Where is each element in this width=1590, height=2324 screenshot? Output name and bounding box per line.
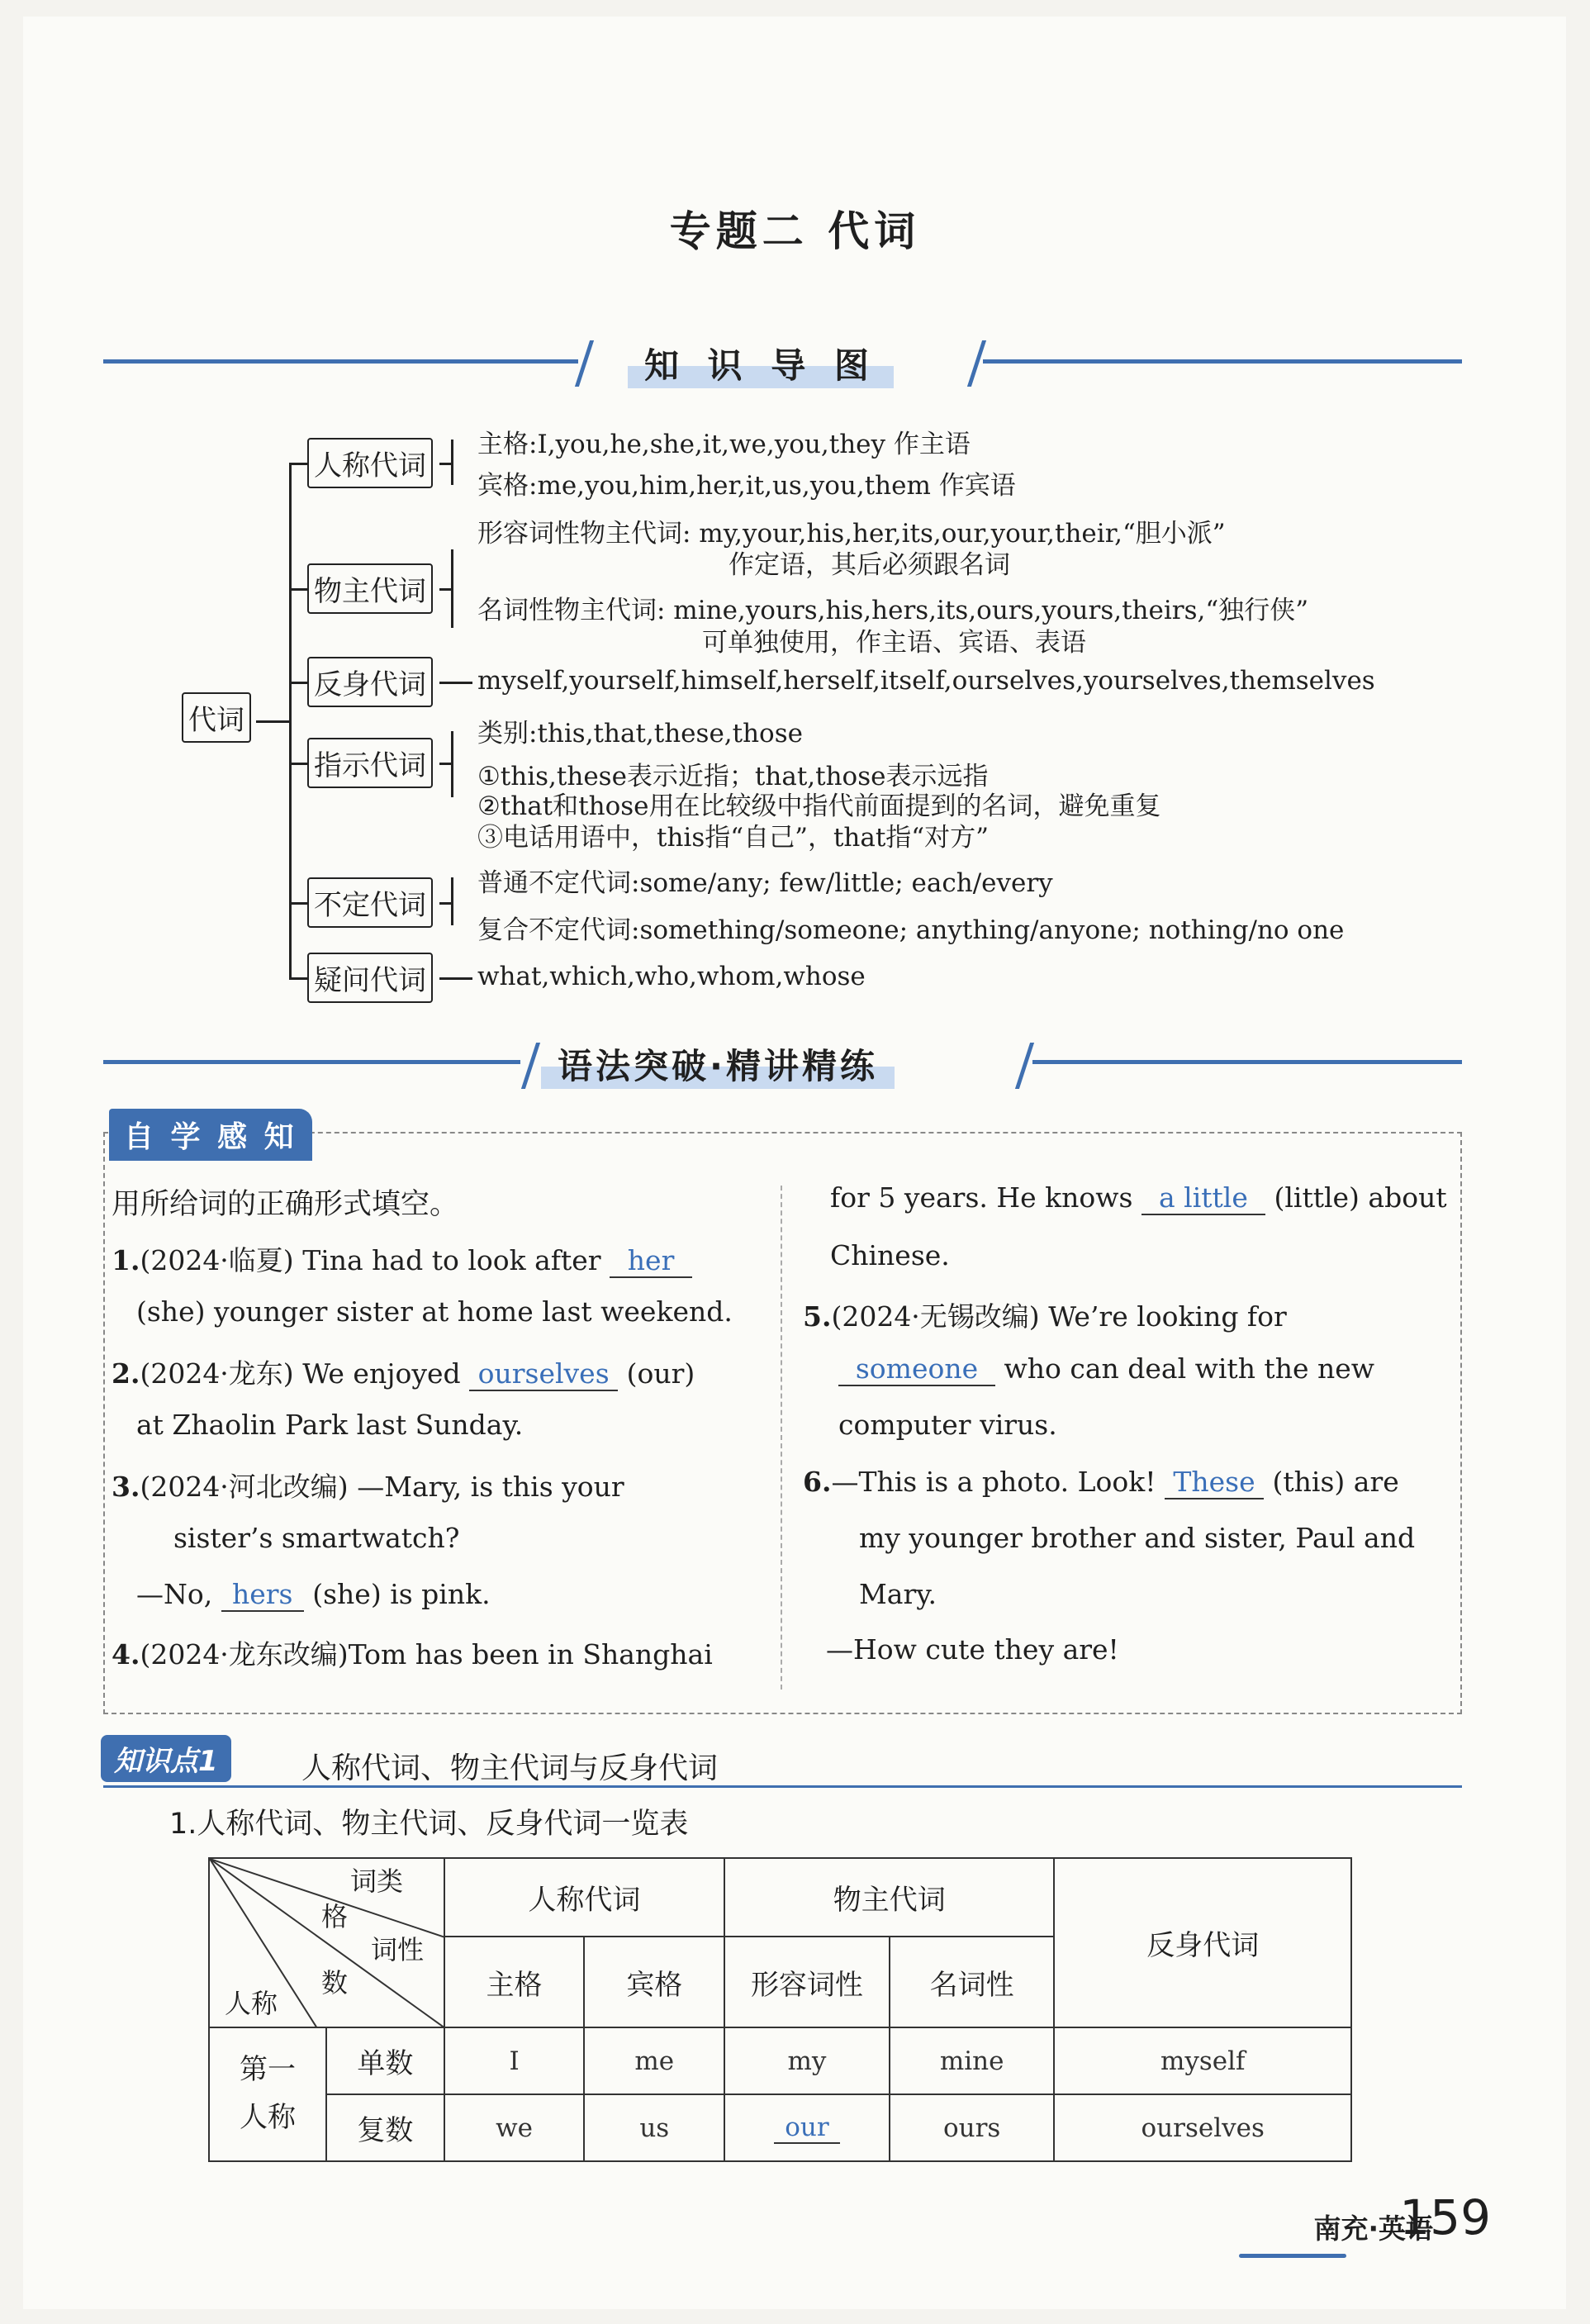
cell-pl-nominal: ours (890, 2094, 1055, 2161)
footer-label: 南充·英语 (1313, 2212, 1433, 2245)
question-6-line4: —How cute they are! (826, 1633, 1119, 1666)
number-singular: 单数 (327, 2028, 444, 2095)
table-corner-header (209, 1858, 444, 2027)
indefinite-common: 普通不定代词:some/any; few/little; each/every (477, 868, 1053, 898)
page-title: 专题二 代词 (669, 207, 921, 255)
cell-pl-reflexive: ourselves (1054, 2094, 1351, 2161)
table-caption: 1.人称代词、物主代词、反身代词一览表 (169, 1808, 689, 1841)
table-row (209, 2027, 1351, 2094)
row-person-first (209, 2027, 444, 2161)
answer-blank[interactable]: ourselves (469, 1357, 618, 1391)
question-5-line2: someone who can deal with the new (838, 1352, 1374, 1386)
question-1: 1.(2024·临夏) Tina had to look after her (112, 1239, 692, 1278)
question-2-line2: at Zhaolin Park last Sunday. (136, 1409, 524, 1441)
question-3-line3: —No, hers (she) is pink. (136, 1578, 491, 1610)
question-6-line3: Mary. (859, 1578, 937, 1610)
question-3-line2: sister’s smartwatch? (173, 1522, 460, 1554)
branch-personal: 人称代词 (307, 438, 433, 488)
indefinite-compound: 复合不定代词:something/someone; anything/anyone; nothing/no one (477, 915, 1345, 945)
branch-reflexive: 反身代词 (307, 657, 433, 707)
question-2: 2.(2024·龙东) We enjoyed ourselves (our) (112, 1357, 695, 1390)
person-label: 第一人称 (240, 2053, 296, 2134)
page-number: 159 (1399, 2189, 1491, 2246)
header-nominative: 主格 (444, 1937, 585, 2027)
banner-line-left (103, 1060, 520, 1064)
header-adjectival: 形容词性 (724, 1937, 890, 2027)
cell-sg-nominal: mine (890, 2027, 1055, 2094)
possessive-adj-2: 作定语，其后必须跟名词 (729, 550, 1010, 580)
possessive-noun-2: 可单独使用，作主语、宾语、表语 (702, 628, 1086, 658)
personal-nominative: 主格:I,you,he,she,it,we,you,they 作主语 (477, 430, 971, 459)
mindmap-root: 代词 (182, 692, 251, 743)
banner-line-left (103, 359, 578, 364)
corner-shu: 数 (321, 1967, 349, 1998)
question-1-line2: (she) younger sister at home last weekend. (136, 1295, 733, 1328)
answer-blank[interactable]: a little (1141, 1181, 1265, 1215)
section-grammar-heading: 语法突破·精讲精练 (541, 1039, 895, 1089)
possessive-noun-1: 名词性物主代词: mine,yours,his,hers,its,ours,yours,theirs,“独行侠” (477, 596, 1309, 625)
pronoun-table (208, 1857, 1352, 2162)
question-5: 5.(2024·无锡改编) We’re looking for (803, 1300, 1287, 1333)
personal-objective: 宾格:me,you,him,her,it,us,you,them 作宾语 (477, 471, 1016, 501)
banner-line-right (983, 359, 1462, 364)
question-4: 4.(2024·龙东改编)Tom has been in Shanghai (112, 1638, 713, 1671)
cell-sg-nominative: I (444, 2027, 585, 2094)
column-divider (781, 1186, 782, 1690)
header-personal: 人称代词 (444, 1858, 724, 1937)
knowledge-point-underline (103, 1785, 1462, 1788)
question-6: 6.—This is a photo. Look! These (this) are (803, 1466, 1399, 1498)
answer-blank[interactable]: These (1165, 1466, 1264, 1499)
answer-blank[interactable]: someone (838, 1352, 995, 1386)
demonstrative-point-2: ②that和those用在比较级中指代前面提到的名词，避免重复 (477, 791, 1161, 821)
exercise-instruction: 用所给词的正确形式填空。 (112, 1188, 459, 1221)
demonstrative-point-1: ①this,these表示近指；that,those表示远指 (477, 762, 989, 791)
answer-blank[interactable]: our (774, 2113, 840, 2144)
number-plural: 复数 (357, 2114, 414, 2147)
branch-demonstrative: 指示代词 (307, 738, 433, 788)
possessive-adj-1: 形容词性物主代词: my,your,his,her,its,our,your,their,“胆小派” (477, 519, 1226, 549)
corner-cixing: 词性 (371, 1934, 425, 1965)
question-6-line2: my younger brother and sister, Paul and (859, 1522, 1416, 1554)
header-nominal: 名词性 (890, 1937, 1055, 2027)
interrogative-content: what,which,who,whom,whose (477, 962, 866, 991)
cell-sg-adjectival: my (724, 2027, 890, 2094)
knowledge-point-title: 人称代词、物主代词与反身代词 (301, 1751, 719, 1785)
footer-underline (1239, 2254, 1346, 2258)
header-possessive: 物主代词 (724, 1858, 1054, 1937)
banner-line-right (1032, 1060, 1462, 1064)
corner-rencheng: 人称 (225, 1988, 278, 2019)
cell-pl-adjectival (724, 2094, 890, 2161)
branch-possessive: 物主代词 (307, 563, 433, 614)
answer-blank[interactable]: her (610, 1244, 692, 1278)
cell-sg-objective: me (584, 2027, 724, 2094)
section-mindmap-heading: 知 识 导 图 (628, 339, 894, 388)
demonstrative-types: 类别:this,that,these,those (477, 719, 803, 749)
cell-sg-reflexive: myself (1054, 2027, 1351, 2094)
question-4-line2: for 5 years. He knows a little (little) about (830, 1181, 1447, 1214)
answer-blank[interactable]: hers (221, 1578, 304, 1612)
branch-interrogative: 疑问代词 (307, 953, 433, 1003)
header-reflexive: 反身代词 (1054, 1858, 1351, 2027)
demonstrative-point-3: ③电话用语中，this指“自己”，that指“对方” (477, 823, 989, 853)
corner-cilei: 词类 (350, 1865, 404, 1897)
question-5-line3: computer virus. (838, 1409, 1057, 1441)
reflexive-content: myself,yourself,himself,herself,itself,ourselves,yourselves,themselves (477, 666, 1375, 696)
cell-pl-nominative: we (444, 2094, 585, 2161)
self-study-tag: 自 学 感 知 (109, 1109, 312, 1161)
knowledge-point-tag: 知识点1 (101, 1735, 231, 1782)
question-4-line3: Chinese. (830, 1239, 950, 1271)
question-3: 3.(2024·河北改编) —Mary, is this your (112, 1471, 624, 1503)
cell-pl-objective: us (584, 2094, 724, 2161)
branch-indefinite: 不定代词 (307, 877, 433, 928)
header-objective: 宾格 (584, 1937, 724, 2027)
corner-ge: 格 (321, 1901, 349, 1932)
